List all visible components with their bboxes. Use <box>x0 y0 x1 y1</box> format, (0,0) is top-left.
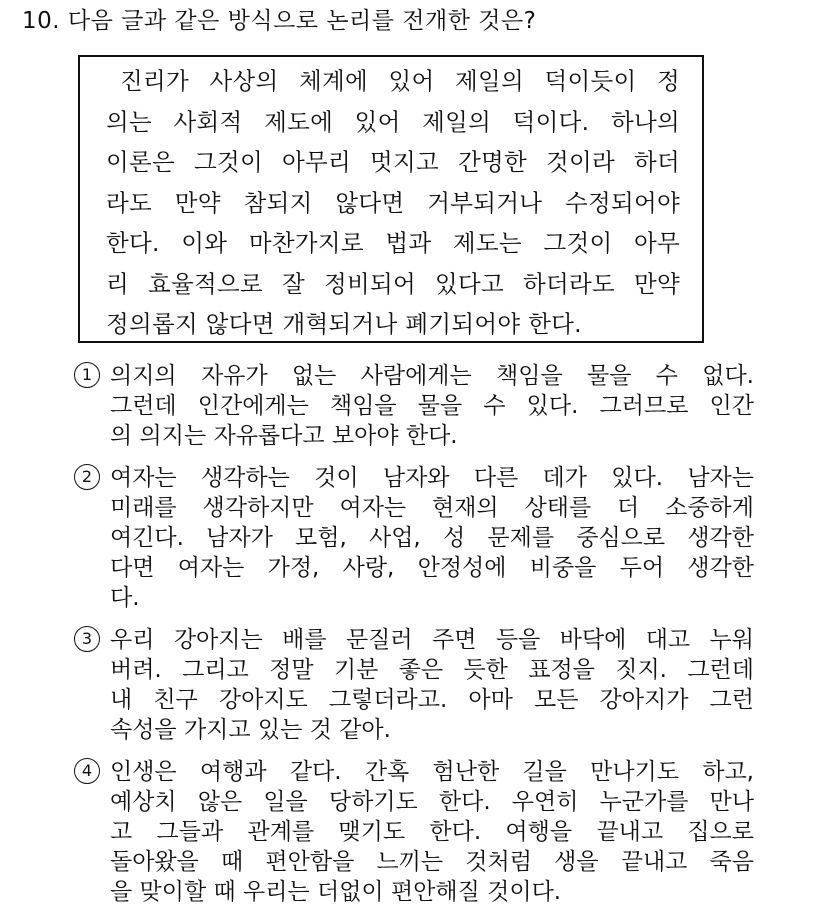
passage-line: 이론은 그것이 아무리 멋지고 간명한 것이라 하더 <box>106 148 680 176</box>
option-line: 미래를 생각하지만 여자는 현재의 상태를 더 소중하게 <box>110 495 754 521</box>
option-line: 예상치 않은 일을 당하기도 한다. 우연히 누군가를 만나 <box>110 789 754 815</box>
option-text <box>110 463 754 613</box>
passage-line: 라도 만약 참되지 않다면 거부되거나 수정되어야 <box>106 188 680 217</box>
option-marker: 4 <box>74 758 100 784</box>
option-text <box>110 361 754 451</box>
option-line: 우리 강아지는 배를 문질러 주면 등을 바닥에 대고 누워 <box>110 627 754 653</box>
option-line: 다. <box>110 585 140 611</box>
answer-option-4[interactable] <box>74 757 754 907</box>
option-line: 여자는 생각하는 것이 남자와 다른 데가 있다. 남자는 <box>110 465 754 491</box>
option-line: 인생은 여행과 같다. 간혹 험난한 길을 만나기도 하고, <box>110 759 754 785</box>
option-line: 을 맞이할 때 우리는 더없이 편안해질 것이다. <box>110 879 562 905</box>
passage-line: 진리가 사상의 체계에 있어 제일의 덕이듯이 정 <box>120 67 680 95</box>
option-line: 돌아왔을 때 편안함을 느끼는 것처럼 생을 끝내고 죽음 <box>110 849 754 875</box>
option-marker: 3 <box>74 626 100 652</box>
answer-option-1[interactable] <box>74 361 754 451</box>
option-text <box>110 757 754 907</box>
option-line: 내 친구 강아지도 그렇더라고. 아마 모든 강아지가 그런 <box>110 687 754 713</box>
answer-options <box>74 361 754 919</box>
passage-line: 정의롭지 않다면 개혁되거나 폐기되어야 한다. <box>106 310 582 338</box>
option-marker: 2 <box>74 464 100 490</box>
option-line: 고 그들과 관계를 맺기도 한다. 여행을 끝내고 집으로 <box>110 819 754 845</box>
option-line: 여긴다. 남자가 모험, 사업, 성 문제를 중심으로 생각한 <box>110 525 754 551</box>
answer-option-3[interactable] <box>74 625 754 745</box>
option-line: 버려. 그리고 정말 기분 좋은 듯한 표정을 짓지. 그런데 <box>110 657 754 683</box>
option-line: 의지의 자유가 없는 사람에게는 책임을 물을 수 없다. <box>110 363 754 389</box>
option-line: 의 의지는 자유롭다고 보아야 한다. <box>110 423 458 449</box>
option-marker: 1 <box>74 362 100 388</box>
option-text <box>110 625 754 745</box>
passage-line: 의는 사회적 제도에 있어 제일의 덕이다. 하나의 <box>106 107 680 136</box>
answer-option-2[interactable] <box>74 463 754 613</box>
option-line: 다면 여자는 가정, 사랑, 안정성에 비중을 두어 생각한 <box>110 555 754 581</box>
option-line: 그런데 인간에게는 책임을 물을 수 있다. 그러므로 인간 <box>110 393 754 419</box>
question-title: 10. 다음 글과 같은 방식으로 논리를 전개한 것은? <box>22 8 537 34</box>
passage-line: 리 효율적으로 잘 정비되어 있다고 하더라도 만약 <box>106 269 680 298</box>
passage-line: 한다. 이와 마찬가지로 법과 제도는 그것이 아무 <box>106 229 680 257</box>
option-line: 속성을 가지고 있는 것 같아. <box>110 717 391 743</box>
passage-box <box>78 55 704 343</box>
